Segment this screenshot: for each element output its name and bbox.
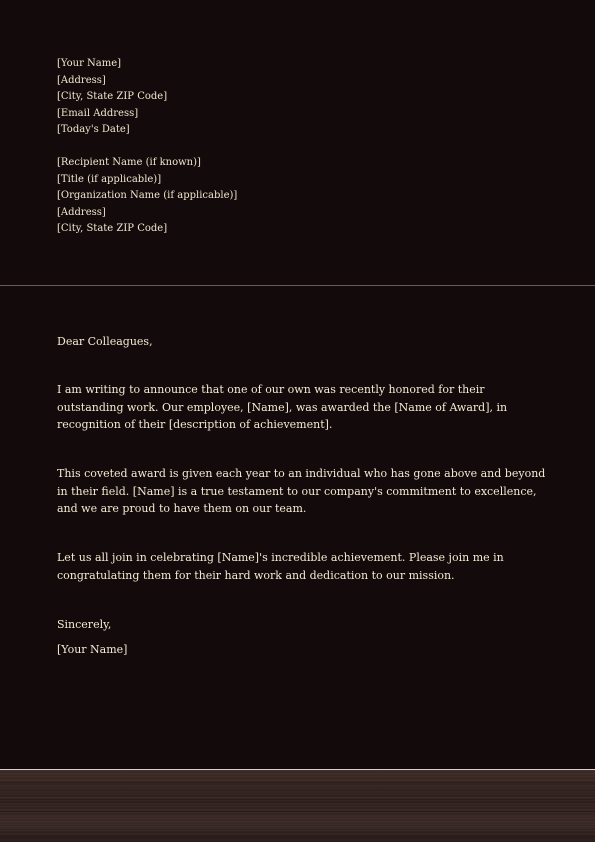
closing	[57, 616, 547, 634]
salutation	[57, 333, 547, 351]
signature	[57, 641, 547, 659]
paragraph-1-line: outstanding work. Our employee, [Name], was awarded the [Name of Award], in	[57, 400, 508, 414]
paragraph-2-line: This coveted award is given each year to an individual who has gone above and beyond	[57, 467, 546, 480]
paragraph-3	[57, 549, 547, 584]
wood-footer-decoration	[0, 769, 595, 842]
paragraph-1-line: I am writing to announce that one of our own was recently honored for their	[57, 383, 485, 396]
wood-grain-line	[0, 826, 595, 827]
paragraph-2-line: and we are proud to have them on our team.	[57, 502, 307, 515]
paragraph-2	[57, 465, 547, 518]
sender-city: [City, State ZIP Code]	[57, 91, 168, 102]
recipient-city: [City, State ZIP Code]	[57, 223, 168, 234]
paragraph-1-line: recognition of their [description of achievement].	[57, 418, 333, 431]
wood-grain-line	[0, 782, 595, 783]
paragraph-3-line: congratulating them for their hard work and dedication to our mission.	[57, 568, 455, 582]
header-divider	[0, 285, 595, 286]
sender-name: [Your Name]	[57, 58, 122, 69]
wood-grain-line	[0, 797, 595, 798]
closing-text: Sincerely,	[57, 618, 112, 631]
salutation-text: Dear Colleagues,	[57, 335, 153, 348]
wood-grain-line	[0, 836, 595, 837]
wood-grain-line	[0, 811, 595, 812]
sender-date: [Today's Date]	[57, 124, 130, 135]
paragraph-1	[57, 381, 547, 434]
recipient-title: [Title (if applicable)]	[57, 173, 162, 185]
recipient-name: [Recipient Name (if known)]	[57, 157, 201, 168]
sender-email: [Email Address]	[57, 107, 139, 119]
recipient-block	[57, 155, 547, 238]
recipient-organization: [Organization Name (if applicable)]	[57, 190, 238, 201]
paragraph-2-line: in their field. [Name] is a true testament to our company's commitment to excellence,	[57, 484, 537, 498]
paragraph-3-line: Let us all join in celebrating [Name]'s incredible achievement. Please join me in	[57, 551, 504, 564]
recipient-address: [Address]	[57, 206, 106, 218]
sender-block	[57, 56, 547, 139]
signature-text: [Your Name]	[57, 643, 128, 656]
sender-address: [Address]	[57, 74, 106, 86]
